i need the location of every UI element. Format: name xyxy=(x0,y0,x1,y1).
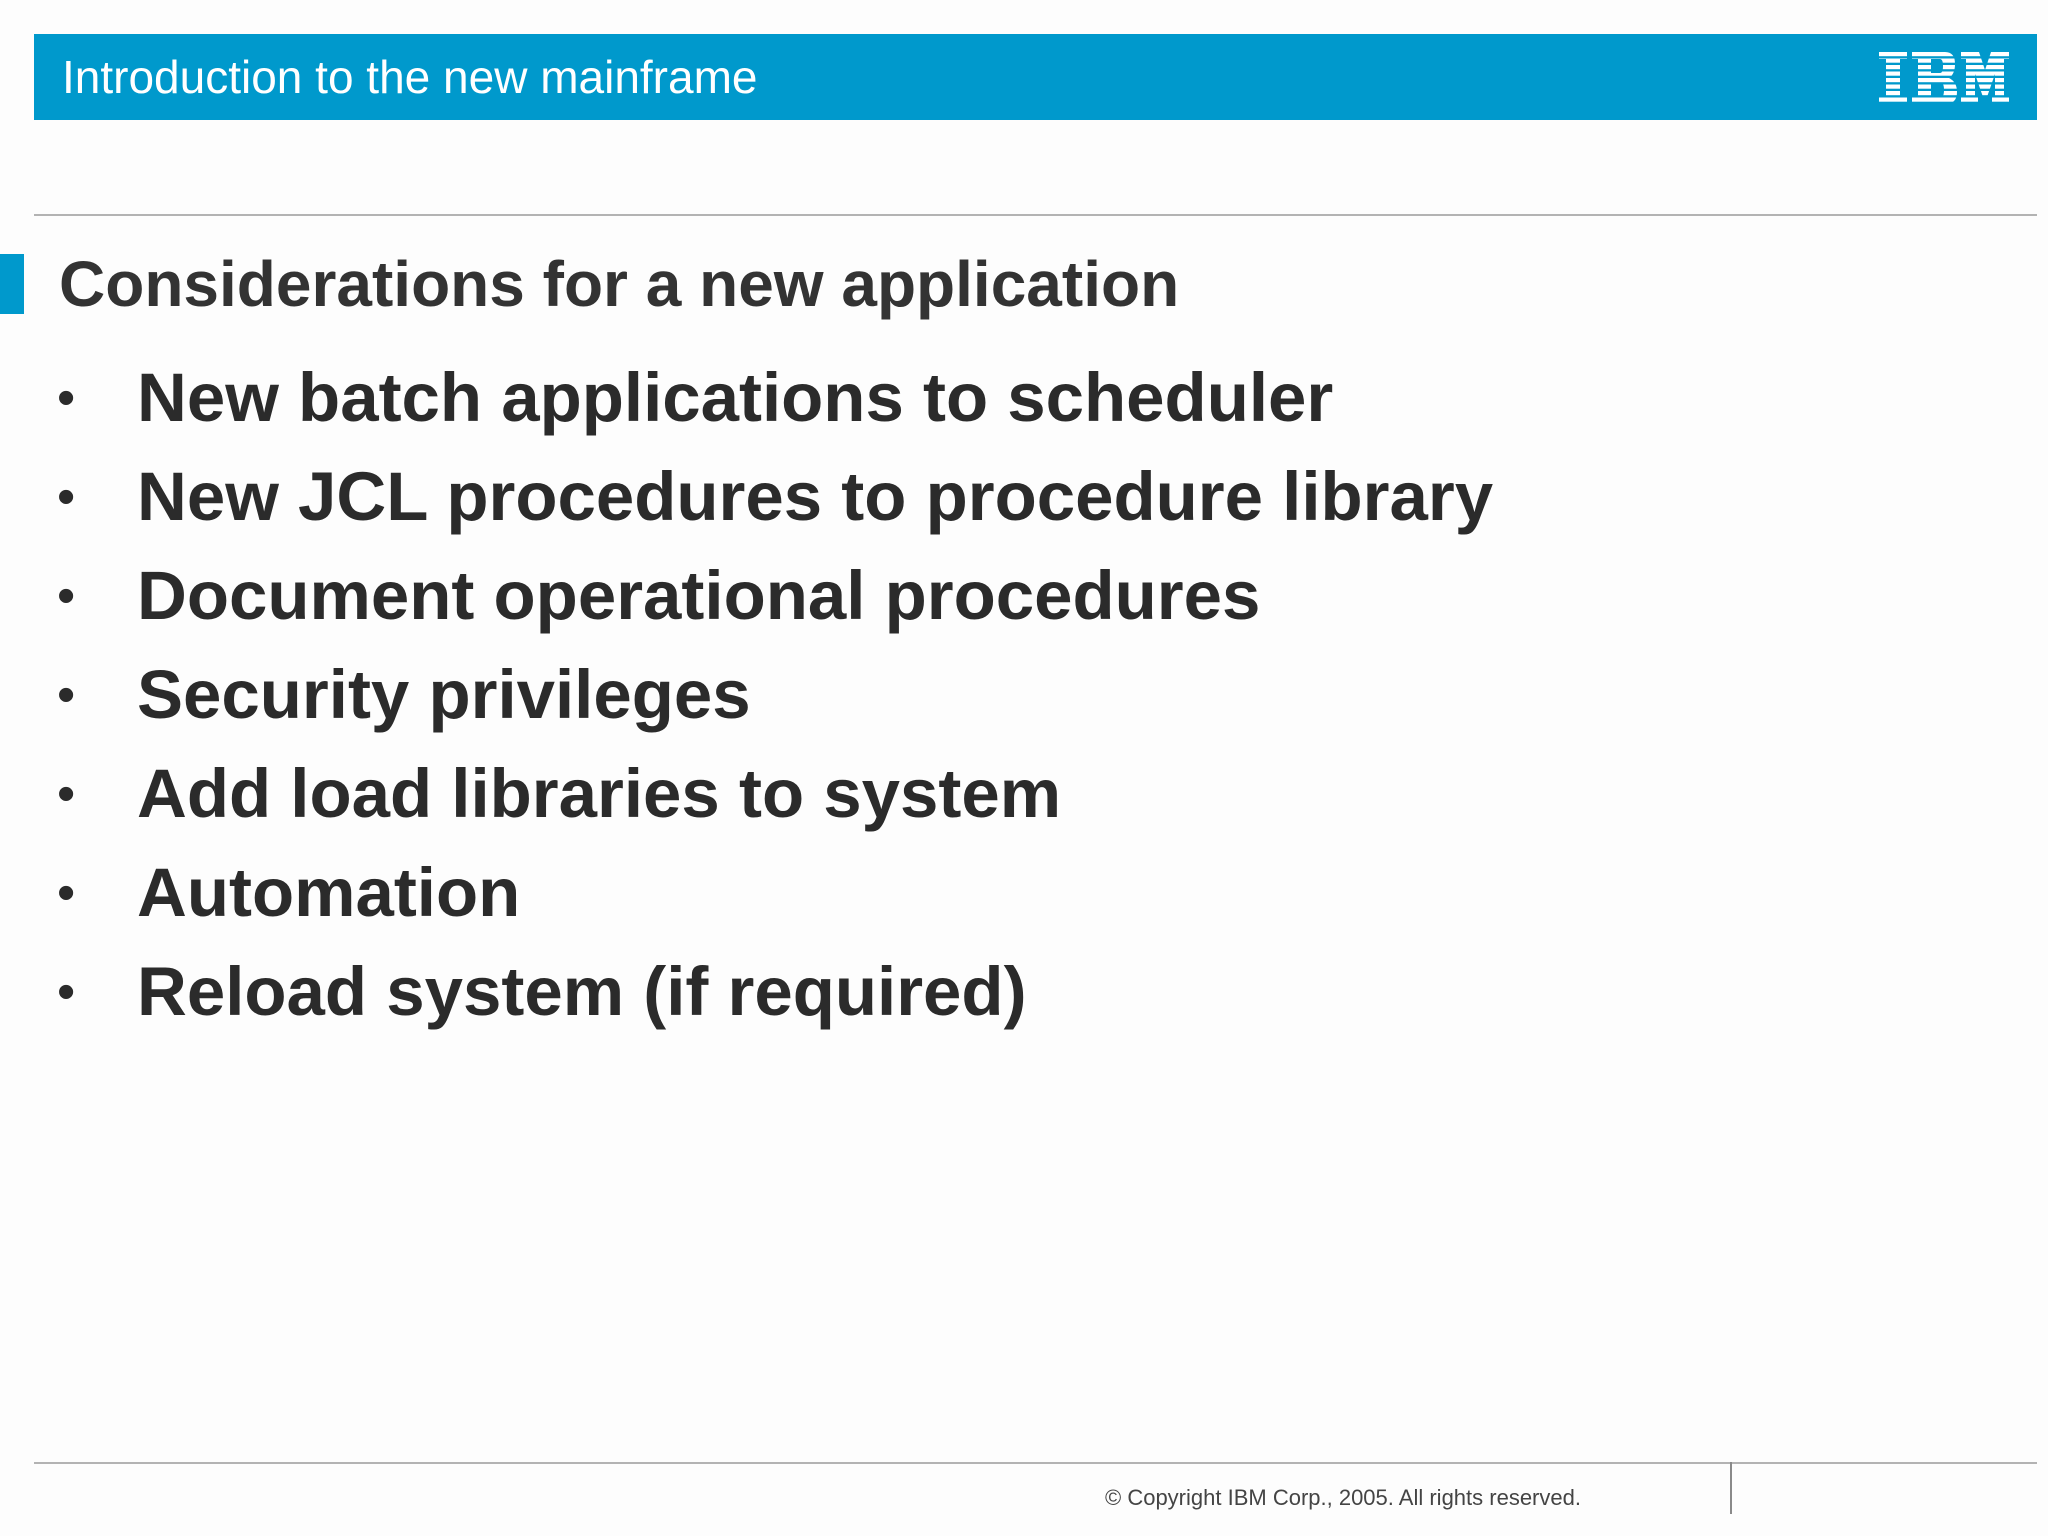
bullet-item xyxy=(0,655,2048,754)
bullet-list xyxy=(0,358,2048,1051)
bullet-dot: • xyxy=(57,666,76,724)
slide-title: Considerations for a new application xyxy=(59,248,1180,320)
copyright-notice: © Copyright IBM Corp., 2005. All rights reserved. xyxy=(1105,1485,1581,1510)
bullet-text: New JCL procedures to procedure library xyxy=(137,458,1494,535)
ibm-logo-icon xyxy=(1879,52,2009,104)
bullet-text: Document operational procedures xyxy=(137,557,1261,634)
bullet-dot: • xyxy=(57,468,76,526)
bottom-divider xyxy=(34,1462,2037,1464)
footer-vertical-divider xyxy=(1730,1462,1732,1514)
bullet-dot: • xyxy=(57,864,76,922)
bullet-text: Reload system (if required) xyxy=(137,953,1027,1030)
header-bar xyxy=(34,34,2037,120)
bullet-dot: • xyxy=(57,765,76,823)
bullet-item xyxy=(0,457,2048,556)
bullet-item xyxy=(0,952,2048,1051)
bullet-dot: • xyxy=(57,567,76,625)
bullet-text: New batch applications to scheduler xyxy=(137,359,1334,436)
bullet-item xyxy=(0,358,2048,457)
bullet-text: Security privileges xyxy=(137,656,751,733)
bullet-item xyxy=(0,754,2048,853)
title-accent-marker xyxy=(0,254,24,314)
bullet-text: Add load libraries to system xyxy=(137,755,1062,832)
bullet-item xyxy=(0,556,2048,655)
bullet-dot: • xyxy=(57,369,76,427)
bullet-dot: • xyxy=(57,963,76,1021)
header-title: Introduction to the new mainframe xyxy=(62,51,758,103)
top-divider xyxy=(34,214,2037,216)
bullet-text: Automation xyxy=(137,854,521,931)
bullet-item xyxy=(0,853,2048,952)
